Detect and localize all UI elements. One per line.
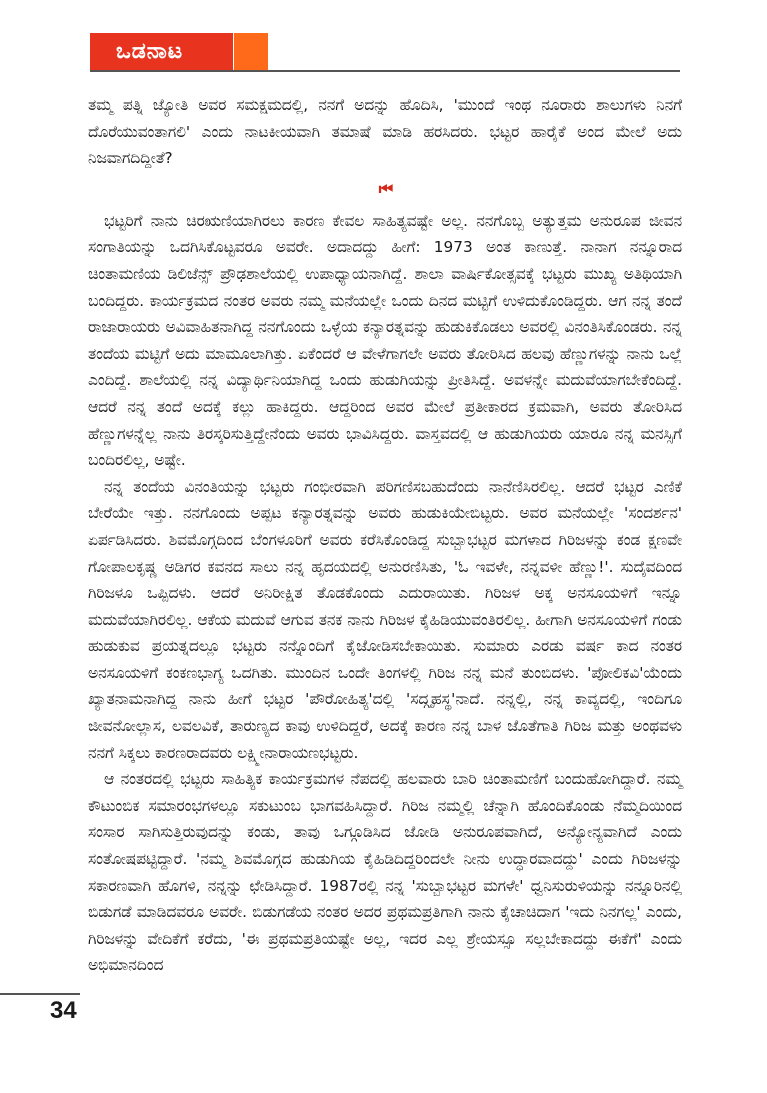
paragraph: ತಮ್ಮ ಪತ್ನಿ ಜ್ಯೋತಿ ಅವರ ಸಮಕ್ಷಮದಲ್ಲಿ, ನನಗೆ ಅದನ್ನು ಹೊದಿಸಿ, 'ಮುಂದೆ ಇಂಥ ನೂರಾರು ಶಾಲುಗಳು ನಿನಗೆ ದೊರೆಯುವಂತಾಗಲಿ' ಎಂದು ನಾಟಕೀಯವಾಗಿ ತಮಾಷೆ ಮಾಡಿ ಹರಸಿದರು. ಭಟ್ಟರ ಹಾರೈಕೆ ಅಂದ ಮೇಲೆ ಅದು ನಿಜವಾಗದಿದ್ದೀತೆ? bbox=[88, 96, 682, 168]
section-title: ಒಡನಾಟ bbox=[116, 39, 184, 64]
section-break-ornament-icon: ⏮ bbox=[378, 178, 392, 198]
header-accent-block bbox=[234, 33, 268, 70]
paragraph: ಆ ನಂತರದಲ್ಲಿ ಭಟ್ಟರು ಸಾಹಿತ್ಯಿಕ ಕಾರ್ಯಕ್ರಮಗಳ ನೆಪದಲ್ಲಿ ಹಲವಾರು ಬಾರಿ ಚಿಂತಾಮಣಿಗೆ ಬಂದುಹೋಗಿದ್ದಾರೆ. ನಮ್ಮ ಕೌಟುಂಬಿಕ ಸಮಾರಂಭಗಳಲ್ಲೂ ಸಕುಟುಂಬ ಭಾಗವಹಿಸಿದ್ದಾರೆ. ಗಿರಿಜ ನಮ್ಮಲ್ಲಿ ಚೆನ್ನಾಗಿ ಹೊಂದಿಕೊಂಡು ನೆಮ್ಮದಿಯಿಂದ ಸಂಸಾರ ಸಾಗಿಸುತ್ತಿರುವುದನ್ನು ಕಂಡು, ತಾವು ಒಗ್ಗೂಡಿಸಿದ ಜೋಡಿ ಅನುರೂಪವಾಗಿದೆ, ಅನ್ಯೋನ್ಯವಾಗಿದೆ ಎಂದು ಸಂತೋಷಪಟ್ಟಿದ್ದಾರೆ. 'ನಮ್ಮ ಶಿವಮೊಗ್ಗದ ಹುಡುಗಿಯ ಕೈಹಿಡಿದಿದ್ದರಿಂದಲೇ ನೀನು ಉದ್ಧಾರವಾದದ್ದು' ಎಂದು ಗಿರಿಜಳನ್ನು ಸಕಾರಣವಾಗಿ ಹೊಗಳಿ, ನನ್ನನ್ನು ಛೇಡಿಸಿದ್ದಾರೆ. 1987ರಲ್ಲಿ ನನ್ನ 'ಸುಬ್ಬಾಭಟ್ಟರ ಮಗಳೇ' ಧ್ವನಿಸುರುಳಿಯನ್ನು ನನ್ನೂರಿನಲ್ಲಿ ಬಿಡುಗಡೆ ಮಾಡಿದವರೂ ಅವರೇ. ಬಿಡುಗಡೆಯ ನಂತರ ಅದರ ಪ್ರಥಮಪ್ರತಿಗಾಗಿ ನಾನು ಕೈಚಾಚಿದಾಗ 'ಇದು ನಿನಗಲ್ಲ' ಎಂದು, ಗಿರಿಜಳನ್ನು ವೇದಿಕೆಗೆ ಕರೆದು, 'ಈ ಪ್ರಥಮಪ್ರತಿಯಷ್ಟೇ ಅಲ್ಲ, ಇದರ ಎಲ್ಲ ಶ್ರೇಯಸ್ಸೂ ಸಲ್ಲಬೇಕಾದದ್ದು ಈಕೆಗೆ' ಎಂದು ಅಭಿಮಾನದಿಂದ bbox=[88, 770, 682, 975]
page-number: 34 bbox=[50, 997, 77, 1024]
paragraph: ಭಟ್ಟರಿಗೆ ನಾನು ಚಿರಋಣಿಯಾಗಿರಲು ಕಾರಣ ಕೇವಲ ಸಾಹಿತ್ಯವಷ್ಟೇ ಅಲ್ಲ. ನನಗೊಬ್ಬ ಅತ್ಯುತ್ತಮ ಅನುರೂಪ ಜೀವನ ಸಂಗಾತಿಯನ್ನು ಒದಗಿಸಿಕೊಟ್ಟವರೂ ಅವರೇ. ಅದಾದದ್ದು ಹೀಗೆ: 1973 ಅಂತ ಕಾಣುತ್ತೆ. ನಾನಾಗ ನನ್ನೂರಾದ ಚಿಂತಾಮಣಿಯ ಡಿಲಿಜೆನ್ಸ್ ಪ್ರೌಢಶಾಲೆಯಲ್ಲಿ ಉಪಾಧ್ಯಾಯನಾಗಿದ್ದೆ. ಶಾಲಾ ವಾರ್ಷಿಕೋತ್ಸವಕ್ಕೆ ಭಟ್ಟರು ಮುಖ್ಯ ಅತಿಥಿಯಾಗಿ ಬಂದಿದ್ದರು. ಕಾರ್ಯಕ್ರಮದ ನಂತರ ಅವರು ನಮ್ಮ ಮನೆಯಲ್ಲೇ ಒಂದು ದಿನದ ಮಟ್ಟಿಗೆ ಉಳಿದುಕೊಂಡಿದ್ದರು. ಆಗ ನನ್ನ ತಂದೆ ರಾಜಾರಾಯರು ಅವಿವಾಹಿತನಾಗಿದ್ದ ನನಗೊಂದು ಒಳ್ಳೆಯ ಕನ್ಯಾರತ್ನವನ್ನು ಹುಡುಕಿಕೊಡಲು ಅವರಲ್ಲಿ ವಿನಂತಿಸಿಕೊಂಡರು. ನನ್ನ ತಂದೆಯ ಮಟ್ಟಿಗೆ ಅದು ಮಾಮೂಲಾಗಿತ್ತು. ಏಕೆಂದರೆ ಆ ವೇಳೆಗಾಗಲೇ ಅವರು ತೋರಿಸಿದ ಹಲವು ಹೆಣ್ಣುಗಳನ್ನು ನಾನು ಒಲ್ಲೆ ಎಂದಿದ್ದೆ. ಶಾಲೆಯಲ್ಲಿ ನನ್ನ ವಿದ್ಯಾರ್ಥಿನಿಯಾಗಿದ್ದ ಒಂದು ಹುಡುಗಿಯನ್ನು ಪ್ರೀತಿಸಿದ್ದೆ. ಅವಳನ್ನೇ ಮದುವೆಯಾಗಬೇಕೆಂದಿದ್ದೆ. ಆದರೆ ನನ್ನ ತಂದೆ ಅದಕ್ಕೆ ಕಲ್ಲು ಹಾಕಿದ್ದರು. ಆದ್ದರಿಂದ ಅವರ ಮೇಲೆ ಪ್ರತೀಕಾರದ ಕ್ರಮವಾಗಿ, ಅವರು ತೋರಿಸಿದ ಹೆಣ್ಣುಗಳನ್ನೆಲ್ಲ ನಾನು ತಿರಸ್ಕರಿಸುತ್ತಿದ್ದೇನೆಂದು ಅವರು ಭಾವಿಸಿದ್ದರು. ವಾಸ್ತವದಲ್ಲಿ ಆ ಹುಡುಗಿಯರು ಯಾರೂ ನನ್ನ ಮನಸ್ಸಿಗೆ ಬಂದಿರಲಿಲ್ಲ, ಅಷ್ಟೇ. bbox=[88, 211, 682, 470]
section-header-tab bbox=[90, 33, 233, 70]
article-body bbox=[88, 92, 682, 979]
paragraph: ನನ್ನ ತಂದೆಯ ವಿನಂತಿಯನ್ನು ಭಟ್ಟರು ಗಂಭೀರವಾಗಿ ಪರಿಗಣಿಸಬಹುದೆಂದು ನಾನೆಣಿಸಿರಲಿಲ್ಲ. ಆದರೆ ಭಟ್ಟರ ಎಣಿಕೆ ಬೇರೆಯೇ ಇತ್ತು. ನನಗೊಂದು ಅಪ್ಪಟ ಕನ್ಯಾರತ್ನವನ್ನು ಅವರು ಹುಡುಕಿಯೇಬಿಟ್ಟರು. ಅವರ ಮನೆಯಲ್ಲೇ 'ಸಂದರ್ಶನ' ಏರ್ಪಡಿಸಿದರು. ಶಿವಮೊಗ್ಗದಿಂದ ಬೆಂಗಳೂರಿಗೆ ಅವರು ಕರೆಸಿಕೊಂಡಿದ್ದ ಸುಬ್ಬಾಭಟ್ಟರ ಮಗಳಾದ ಗಿರಿಜಳನ್ನು ಕಂಡ ಕ್ಷಣವೇ ಗೋಪಾಲಕೃಷ್ಣ ಅಡಿಗರ ಕವನದ ಸಾಲು ನನ್ನ ಹೃದಯದಲ್ಲಿ ಅನುರಣಿಸಿತು, 'ಓ ಇವಳೇ, ನನ್ನವಳೀ ಹೆಣ್ಣು!'. ಸುದೈವದಿಂದ ಗಿರಿಜಳೂ ಒಪ್ಪಿದಳು. ಆದರೆ ಅನಿರೀಕ್ಷಿತ ತೊಡಕೊಂದು ಎದುರಾಯಿತು. ಗಿರಿಜಳ ಅಕ್ಕ ಅನಸೂಯಳಿಗೆ ಇನ್ನೂ ಮದುವೆಯಾಗಿರಲಿಲ್ಲ. ಆಕೆಯ ಮದುವೆ ಆಗುವ ತನಕ ನಾನು ಗಿರಿಜಳ ಕೈಹಿಡಿಯುವಂತಿರಲಿಲ್ಲ. ಹೀಗಾಗಿ ಅನಸೂಯಳಿಗೆ ಗಂಡು ಹುಡುಕುವ ಪ್ರಯತ್ನದಲ್ಲೂ ಭಟ್ಟರು ನನ್ನೊಂದಿಗೆ ಕೈಜೋಡಿಸಬೇಕಾಯಿತು. ಸುಮಾರು ಎರಡು ವರ್ಷ ಕಾದ ನಂತರ ಅನಸೂಯಳಿಗೆ ಕಂಕಣಭಾಗ್ಯ ಒದಗಿತು. ಮುಂದಿನ ಒಂದೇ ತಿಂಗಳಲ್ಲಿ ಗಿರಿಜ ನನ್ನ ಮನೆ ತುಂಬಿದಳು. 'ಪೋಲಿಕವಿ'ಯೆಂದು ಖ್ಯಾತನಾಮನಾಗಿದ್ದ ನಾನು ಹೀಗೆ ಭಟ್ಟರ 'ಪೌರೋಹಿತ್ಯ'ದಲ್ಲಿ 'ಸದ್ಗೃಹಸ್ಥ'ನಾದೆ. ನನ್ನಲ್ಲಿ, ನನ್ನ ಕಾವ್ಯದಲ್ಲಿ, ಇಂದಿಗೂ ಜೀವನೋಲ್ಲಾಸ, ಲವಲವಿಕೆ, ತಾರುಣ್ಯದ ಕಾವು ಉಳಿದಿದ್ದರೆ, ಅದಕ್ಕೆ ಕಾರಣ ನನ್ನ ಬಾಳ ಜೊತೆಗಾತಿ ಗಿರಿಜ ಮತ್ತು ಅಂಥವಳು ನನಗೆ ಸಿಕ್ಕಲು ಕಾರಣರಾದವರು ಲಕ್ಷ್ಮೀನಾರಾಯಣಭಟ್ಟರು. bbox=[88, 477, 682, 762]
footer-divider bbox=[0, 993, 80, 995]
header-divider bbox=[90, 70, 680, 72]
